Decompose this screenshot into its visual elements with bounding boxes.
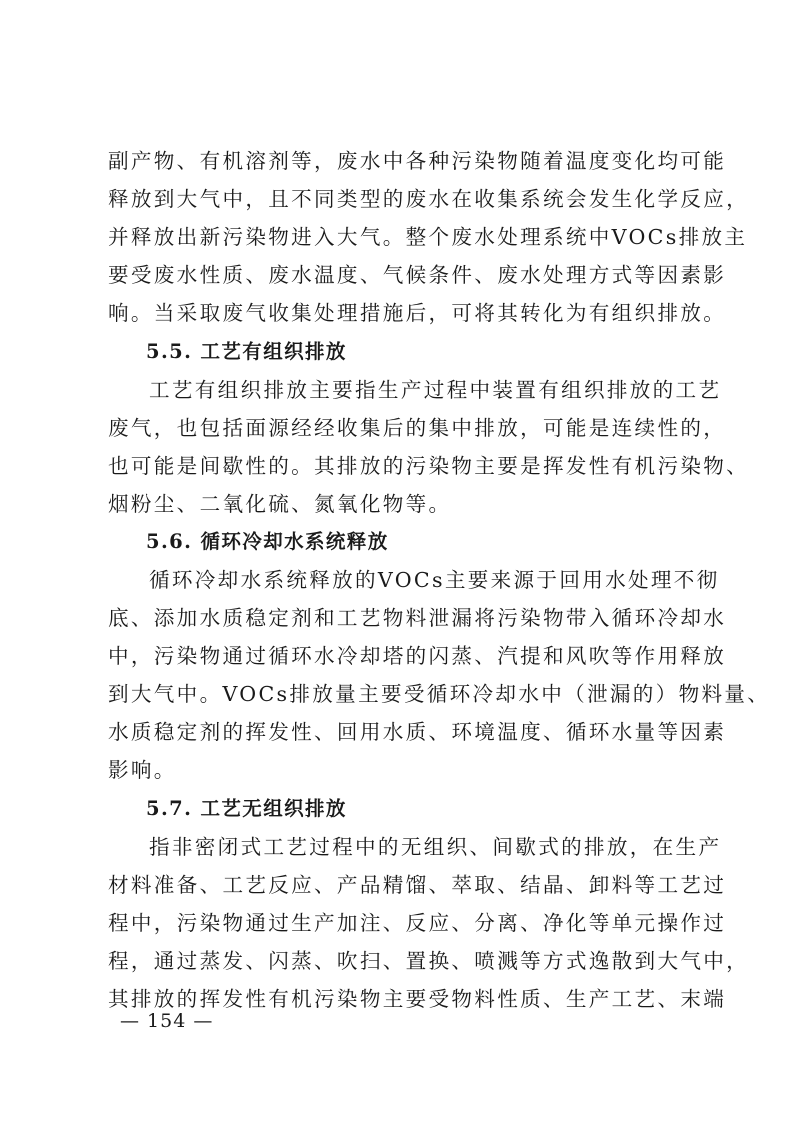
paragraph-line: 也可能是间歇性的。其排放的污染物主要是挥发性有机污染物、 (108, 454, 750, 478)
paragraph-line: 释放到大气中，且不同类型的废水在收集系统会发生化学反应， (108, 187, 750, 211)
paragraph-line: 材料准备、工艺反应、产品精馏、萃取、结晶、卸料等工艺过 (108, 873, 727, 897)
paragraph-line: 其排放的挥发性有机污染物主要受物料性质、生产工艺、末端 (108, 987, 727, 1011)
paragraph-line: 水质稳定剂的挥发性、回用水质、环境温度、循环水量等因素 (108, 720, 727, 744)
paragraph-line: 中，污染物通过循环水冷却塔的闪蒸、汽提和风吹等作用释放 (108, 644, 727, 668)
section-heading-5-5: 5.5. 工艺有组织排放 (146, 340, 347, 363)
paragraph-line: 指非密闭式工艺过程中的无组织、间歇式的排放，在生产 (149, 835, 722, 859)
page-number: — 154 — (120, 1010, 214, 1032)
paragraph-line: 并释放出新污染物进入大气。整个废水处理系统中VOCs排放主 (108, 225, 748, 249)
section-heading-5-6: 5.6. 循环冷却水系统释放 (146, 530, 389, 553)
section-heading-5-7: 5.7. 工艺无组织排放 (146, 797, 347, 820)
paragraph-line: 副产物、有机溶剂等，废水中各种污染物随着温度变化均可能 (108, 149, 727, 173)
paragraph-line: 工艺有组织排放主要指生产过程中装置有组织排放的工艺 (149, 378, 722, 402)
paragraph-line: 到大气中。VOCs排放量主要受循环冷却水中（泄漏的）物料量、 (108, 682, 771, 706)
paragraph-line: 烟粉尘、二氧化硫、氮氧化物等。 (108, 492, 452, 516)
paragraph-line: 影响。 (108, 758, 177, 782)
paragraph-line: 循环冷却水系统释放的VOCs主要来源于回用水处理不彻 (149, 568, 720, 592)
paragraph-line: 底、添加水质稳定剂和工艺物料泄漏将污染物带入循环冷却水 (108, 606, 727, 630)
paragraph-line: 废气，也包括面源经经收集后的集中排放，可能是连续性的， (108, 416, 727, 440)
paragraph-line: 程中，污染物通过生产加注、反应、分离、净化等单元操作过 (108, 911, 727, 935)
paragraph-line: 要受废水性质、废水温度、气候条件、废水处理方式等因素影 (108, 263, 727, 287)
paragraph-line: 响。当采取废气收集处理措施后，可将其转化为有组织排放。 (108, 301, 727, 325)
paragraph-line: 程，通过蒸发、闪蒸、吹扫、置换、喷溅等方式逸散到大气中， (108, 949, 750, 973)
